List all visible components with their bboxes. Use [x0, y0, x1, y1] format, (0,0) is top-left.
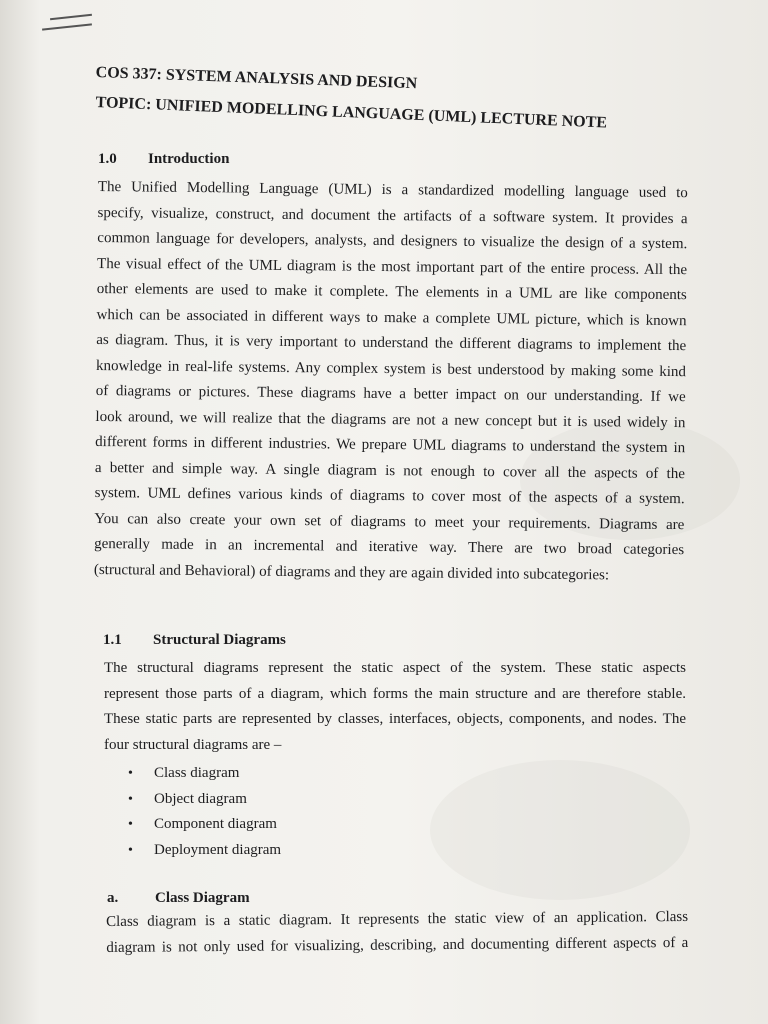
- section-number: 1.0: [98, 151, 117, 167]
- list-item-label: Component diagram: [154, 816, 277, 832]
- text-line: a better and simple way. A single diagram is not enough to cover all the aspects of the: [94, 459, 685, 482]
- bullet-icon: •: [128, 842, 133, 858]
- text-line: You can also create your own set of diagrams to meet your requirements. Diagrams are: [94, 510, 685, 533]
- text-line: knowledge in real-life systems. Any complex system is best understood by making some kind: [95, 357, 687, 380]
- topic-title: TOPIC: UNIFIED MODELLING LANGUAGE (UML) LECTURE NOTE: [95, 94, 608, 132]
- section-number: a.: [107, 890, 119, 906]
- section-number: 1.1: [103, 632, 122, 648]
- text-line: which can be associated in different ways to make a complete UML picture, which is known: [96, 306, 687, 329]
- structural-diagram-list: [128, 761, 281, 863]
- text-line: look around, we will realize that the diagrams are not a new concept but it is used widely in: [95, 408, 686, 431]
- list-item: [128, 787, 281, 813]
- text-line: specify, visualize, construct, and document the artifacts of a software system. It provides a: [97, 204, 688, 227]
- text-line: The Unified Modelling Language (UML) is a standardized modelling language used to: [97, 178, 688, 202]
- text-line: diagram is not only used for visualizing, describing, and documenting different aspects of a: [106, 934, 689, 956]
- text-line: common language for developers, analysts, and designers to visualize the design of a system.: [97, 229, 688, 253]
- text-line: as diagram. Thus, it is very important to understand the different diagrams to implement the: [96, 331, 687, 355]
- list-item-label: Class diagram: [154, 765, 240, 781]
- list-item: [128, 812, 281, 838]
- pen-stroke: [50, 14, 92, 20]
- course-title: COS 337: SYSTEM ANALYSIS AND DESIGN: [95, 64, 418, 93]
- text-line: of diagrams or pictures. These diagrams have a better impact on our understanding. If we: [95, 382, 686, 406]
- list-item-label: Deployment diagram: [154, 841, 282, 858]
- section-heading-class-diagram: [107, 890, 250, 907]
- section-title: Introduction: [148, 151, 230, 167]
- bullet-icon: •: [128, 791, 133, 807]
- text-line: (structural and Behavioral) of diagrams and they are again divided into subcategories:: [93, 561, 610, 583]
- text-line: four structural diagrams are –: [104, 736, 282, 753]
- text-line: different forms in different industries. We prepare UML diagrams to understand the system in: [95, 433, 686, 457]
- section-title: Structural Diagrams: [153, 632, 286, 648]
- pen-stroke: [42, 23, 92, 30]
- text-line: The structural diagrams represent the static aspect of the system. These static aspects: [104, 660, 686, 676]
- text-line: system. UML defines various kinds of diagrams to cover most of the aspects of a system.: [94, 484, 685, 508]
- section-heading-structural-diagrams: [103, 632, 286, 649]
- list-item: [128, 761, 281, 787]
- section-title: Class Diagram: [155, 890, 250, 906]
- intro-paragraph: [94, 175, 688, 589]
- smudge: [430, 760, 690, 900]
- text-line: The visual effect of the UML diagram is the most important part of the entire process. All the: [96, 255, 688, 278]
- list-item-label: Object diagram: [154, 790, 247, 807]
- text-line: other elements are used to make it complete. The elements in a UML are like components: [96, 280, 687, 304]
- text-line: represent those parts of a diagram, which forms the main structure and are therefore stable.: [104, 685, 686, 702]
- bullet-icon: •: [128, 817, 133, 832]
- text-line: Class diagram is a static diagram. It represents the static view of an application. Class: [106, 908, 689, 930]
- section-heading-introduction: [98, 151, 229, 168]
- class-diagram-paragraph: [106, 905, 688, 961]
- structural-paragraph: [104, 656, 686, 758]
- text-line: generally made in an incremental and iterative way. There are two broad categories: [94, 535, 685, 559]
- list-item: [128, 838, 281, 864]
- bullet-icon: •: [128, 766, 133, 781]
- text-line: These static parts are represented by classes, interfaces, objects, components, and nodes. The: [104, 711, 686, 727]
